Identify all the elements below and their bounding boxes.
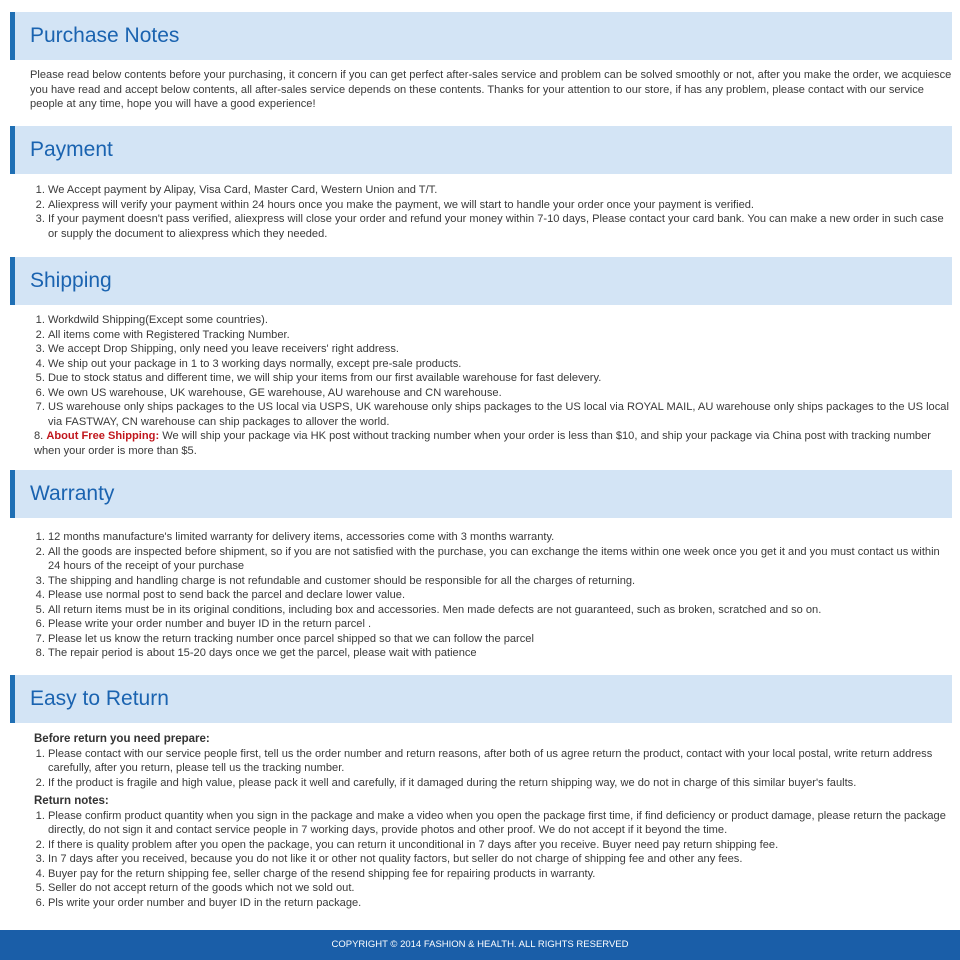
payment-title: Payment <box>30 138 113 161</box>
warranty-header <box>10 470 952 518</box>
shipping-title: Shipping <box>30 269 112 292</box>
return-notes-list <box>30 809 952 911</box>
before-return-list <box>30 747 952 791</box>
purchase-notes-body-block <box>30 68 952 112</box>
warranty-title: Warranty <box>30 482 115 505</box>
list-item: 5. Seller do not accept return of the goods which not we sold out. <box>48 881 952 896</box>
list-item: 6. Please write your order number and buyer ID in the return parcel . <box>48 617 952 632</box>
easy-return-header <box>10 675 952 723</box>
purchase-notes-header <box>10 12 952 60</box>
easy-return-title: Easy to Return <box>30 687 169 710</box>
list-item: 4. Please use normal post to send back the parcel and declare lower value. <box>48 588 952 603</box>
purchase-notes-body: Please read below contents before your purchasing, it concern if you can get perfect after-sales service and problem can be solved smoothly or not, after you make the order, we acquiesce you have read and accept below contents, all after-sales service depends on these contents. Thanks for your attention to our store, if has any problem, please contact with our service people at any time, hope you will have a good experience! <box>30 69 952 110</box>
list-item: 1. Please contact with our service people first, tell us the order number and return reasons, after both of us agree return the product, contact with your local postal, write return address carefully, after you return, please tell us the tracking number. <box>48 747 952 776</box>
list-item: 1. We Accept payment by Alipay, Visa Card, Master Card, Western Union and T/T. <box>48 183 952 198</box>
list-item: 3. In 7 days after you received, because you do not like it or other not quality factors, but seller do not charge of shipping fee and other any fees. <box>48 852 952 867</box>
list-item: 7. US warehouse only ships packages to the US local via USPS, UK warehouse only ships packages to the US local via ROYAL MAIL, AU warehouse only ships packages to the US local via FASTWAY, CN warehouse can ship packages to allover the world. <box>48 400 952 429</box>
list-item: 2. If there is quality problem after you open the package, you can return it unconditional in 7 days after you receive. Buyer need pay return shipping fee. <box>48 838 952 853</box>
free-shipping-number: 8. <box>34 430 44 442</box>
payment-list-block <box>30 183 952 241</box>
list-item: 4. We ship out your package in 1 to 3 working days normally, except pre-sale products. <box>48 357 952 372</box>
list-item: 6. Pls write your order number and buyer ID in the return package. <box>48 896 952 911</box>
free-shipping-note <box>34 429 952 458</box>
list-item: 3. If your payment doesn't pass verified, aliexpress will close your order and refund your money within 7-10 days, Please contact your card bank. You can make a new order in such case or supply the document to aliexpress which they needed. <box>48 212 952 241</box>
shipping-list <box>30 313 952 429</box>
list-item: 2. If the product is fragile and high value, please pack it well and carefully, if it damaged during the return shipping way, we do not in charge of this similar buyer's faults. <box>48 776 952 791</box>
list-item: 3. The shipping and handling charge is not refundable and customer should be responsible for all the charges of returning. <box>48 574 952 589</box>
warranty-list-block <box>30 530 952 661</box>
list-item: 2. All items come with Registered Tracking Number. <box>48 328 952 343</box>
warranty-list <box>30 530 952 661</box>
list-item: 3. We accept Drop Shipping, only need you leave receivers' right address. <box>48 342 952 357</box>
list-item: 2. Aliexpress will verify your payment within 24 hours once you make the payment, we will start to handle your order once your payment is verified. <box>48 198 952 213</box>
list-item: 2. All the goods are inspected before shipment, so if you are not satisfied with the purchase, you can exchange the items within one week once you get it and you must contact us within 24 hours of the receipt of your purchase <box>48 545 952 574</box>
list-item: 6. We own US warehouse, UK warehouse, GE warehouse, AU warehouse and CN warehouse. <box>48 386 952 401</box>
copyright-text: COPYRIGHT © 2014 FASHION & HEALTH. ALL RIGHTS RESERVED <box>331 939 629 950</box>
list-item: 1. Please confirm product quantity when you sign in the package and make a video when you open the package first time, if find deficiency or product damage, please return the package directly, do not sign it and contact service people in 7 working days, provide photos and other proof. We do not accept if it beyond the time. <box>48 809 952 838</box>
shipping-header <box>10 257 952 305</box>
list-item: 4. Buyer pay for the return shipping fee, seller charge of the resend shipping fee for repairing products in warranty. <box>48 867 952 882</box>
return-notes-heading: Return notes: <box>34 795 109 807</box>
list-item: 7. Please let us know the return tracking number once parcel shipped so that we can follow the parcel <box>48 632 952 647</box>
footer-bar <box>0 930 960 960</box>
list-item: 8. The repair period is about 15-20 days once we get the parcel, please wait with patience <box>48 646 952 661</box>
free-shipping-text: We will ship your package via HK post without tracking number when your order is less than $10, and ship your package via China post with tracking number when your order is more than $5. <box>34 430 931 457</box>
free-shipping-label: About Free Shipping: <box>46 430 160 442</box>
purchase-notes-title: Purchase Notes <box>30 24 180 47</box>
before-return-heading: Before return you need prepare: <box>34 733 210 745</box>
payment-list <box>30 183 952 241</box>
list-item: 1. 12 months manufacture's limited warranty for delivery items, accessories come with 3 months warranty. <box>48 530 952 545</box>
list-item: 1. Workdwild Shipping(Except some countries). <box>48 313 952 328</box>
payment-header <box>10 126 952 174</box>
list-item: 5. Due to stock status and different time, we will ship your items from our first available warehouse for fast delevery. <box>48 371 952 386</box>
list-item: 5. All return items must be in its original conditions, including box and accessories. Men made defects are not guaranteed, such as broken, scratched and so on. <box>48 603 952 618</box>
easy-return-block <box>30 732 952 910</box>
shipping-list-block <box>30 313 952 458</box>
